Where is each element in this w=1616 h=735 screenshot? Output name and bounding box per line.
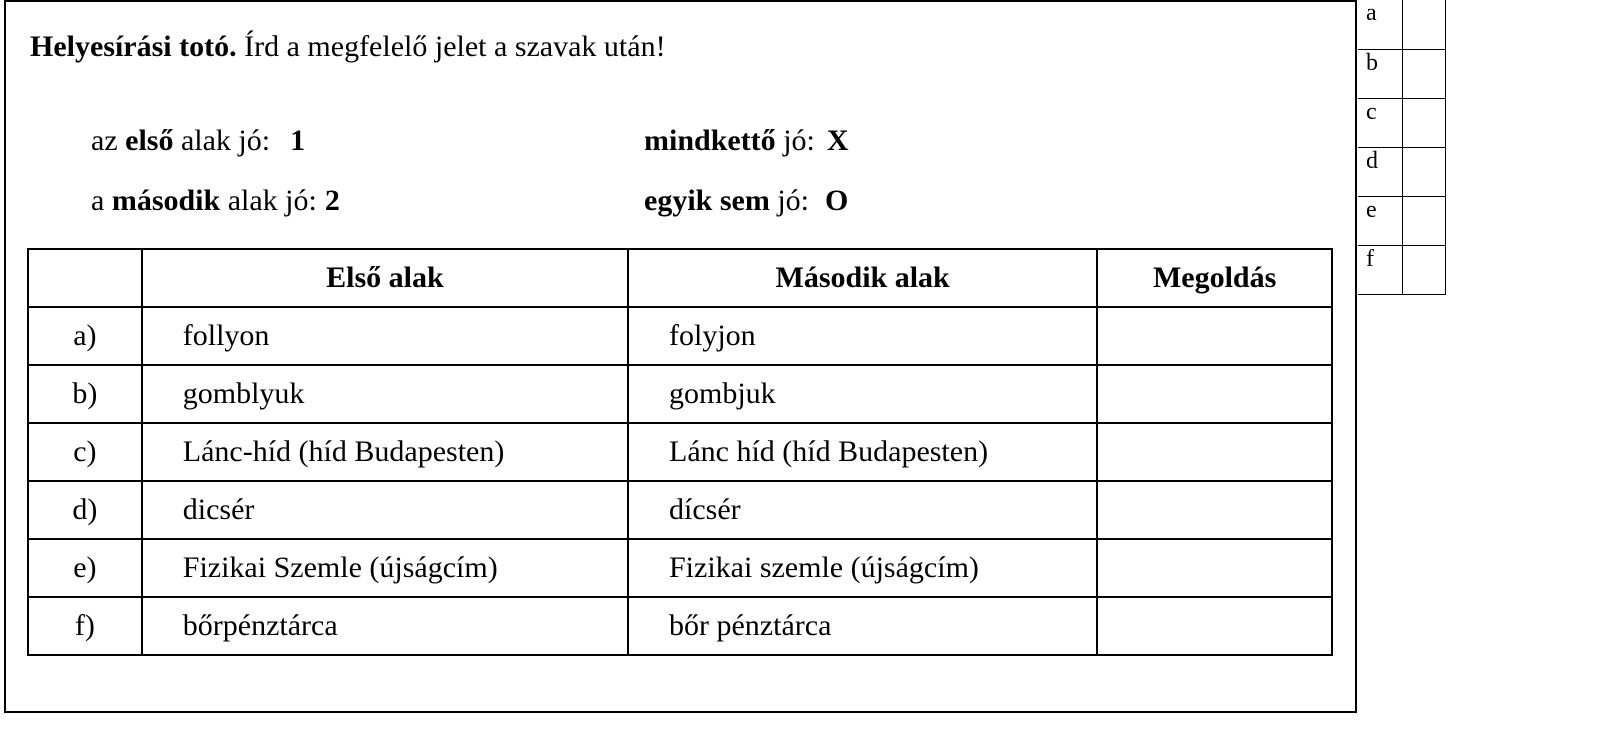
- score-key: c: [1358, 98, 1402, 147]
- table-header-row: [28, 249, 1332, 307]
- legend-neither: [644, 184, 848, 218]
- solution-cell[interactable]: [1097, 539, 1332, 597]
- task-title-bold: Helyesírási totó.: [30, 30, 237, 63]
- legend-second-post: alak jó:: [220, 184, 317, 217]
- header-second-form: Második alak: [628, 249, 1097, 307]
- legend-second: [91, 184, 340, 218]
- table-row: [28, 597, 1332, 655]
- legend-neither-code: O: [825, 184, 849, 217]
- first-form-cell: Lánc-híd (híd Budapesten): [142, 423, 628, 481]
- legend-first-bold: első: [125, 124, 174, 157]
- score-row: [1358, 49, 1445, 98]
- first-form-cell: gomblyuk: [142, 365, 628, 423]
- legend-first-post: alak jó:: [173, 124, 271, 157]
- table-row: [28, 539, 1332, 597]
- score-box[interactable]: [1402, 49, 1445, 98]
- legend-both-post: jó:: [775, 124, 815, 157]
- legend-neither-bold: egyik sem: [644, 184, 770, 217]
- score-row: [1358, 98, 1445, 147]
- score-box[interactable]: [1402, 0, 1445, 49]
- table-row: [28, 307, 1332, 365]
- solution-cell[interactable]: [1097, 365, 1332, 423]
- row-label: e): [28, 539, 142, 597]
- task-title: [30, 30, 666, 64]
- second-form-cell: gombjuk: [628, 365, 1097, 423]
- spelling-table: [27, 248, 1333, 656]
- second-form-cell: folyjon: [628, 307, 1097, 365]
- legend-both: [644, 124, 849, 158]
- score-row: [1358, 245, 1445, 294]
- score-box[interactable]: [1402, 98, 1445, 147]
- first-form-cell: bőrpénztárca: [142, 597, 628, 655]
- solution-cell[interactable]: [1097, 481, 1332, 539]
- first-form-cell: Fizikai Szemle (újságcím): [142, 539, 628, 597]
- first-form-cell: follyon: [142, 307, 628, 365]
- score-row: [1358, 147, 1445, 196]
- legend-both-bold: mindkettő: [644, 124, 776, 157]
- score-box[interactable]: [1402, 147, 1445, 196]
- row-label: f): [28, 597, 142, 655]
- table-row: [28, 481, 1332, 539]
- score-row: [1358, 196, 1445, 245]
- second-form-cell: dícsér: [628, 481, 1097, 539]
- score-row: [1358, 0, 1445, 49]
- header-label: [28, 249, 142, 307]
- score-box[interactable]: [1402, 196, 1445, 245]
- legend-first: [91, 124, 305, 158]
- score-key: e: [1358, 196, 1402, 245]
- second-form-cell: bőr pénztárca: [628, 597, 1097, 655]
- score-key: a: [1358, 0, 1402, 49]
- row-label: d): [28, 481, 142, 539]
- second-form-cell: Fizikai szemle (újságcím): [628, 539, 1097, 597]
- second-form-cell: Lánc híd (híd Budapesten): [628, 423, 1097, 481]
- legend-neither-post: jó:: [769, 184, 809, 217]
- legend-second-code: 2: [324, 184, 340, 217]
- legend-both-code: X: [826, 124, 849, 157]
- solution-cell[interactable]: [1097, 307, 1332, 365]
- legend-second-bold: második: [111, 184, 221, 217]
- table-row: [28, 365, 1332, 423]
- table-row: [28, 423, 1332, 481]
- legend-second-pre: a: [91, 184, 112, 217]
- solution-cell[interactable]: [1097, 423, 1332, 481]
- row-label: c): [28, 423, 142, 481]
- row-label: a): [28, 307, 142, 365]
- header-first-form: Első alak: [142, 249, 628, 307]
- row-label: b): [28, 365, 142, 423]
- score-key: f: [1358, 245, 1402, 294]
- task-instruction: Írd a megfelelő jelet a szavak után!: [236, 30, 666, 63]
- score-key: d: [1358, 147, 1402, 196]
- first-form-cell: dicsér: [142, 481, 628, 539]
- header-solution: Megoldás: [1097, 249, 1332, 307]
- score-box[interactable]: [1402, 245, 1445, 294]
- legend-first-pre: az: [91, 124, 126, 157]
- legend-first-code: 1: [290, 124, 306, 157]
- score-grid: [1358, 0, 1446, 295]
- score-key: b: [1358, 49, 1402, 98]
- solution-cell[interactable]: [1097, 597, 1332, 655]
